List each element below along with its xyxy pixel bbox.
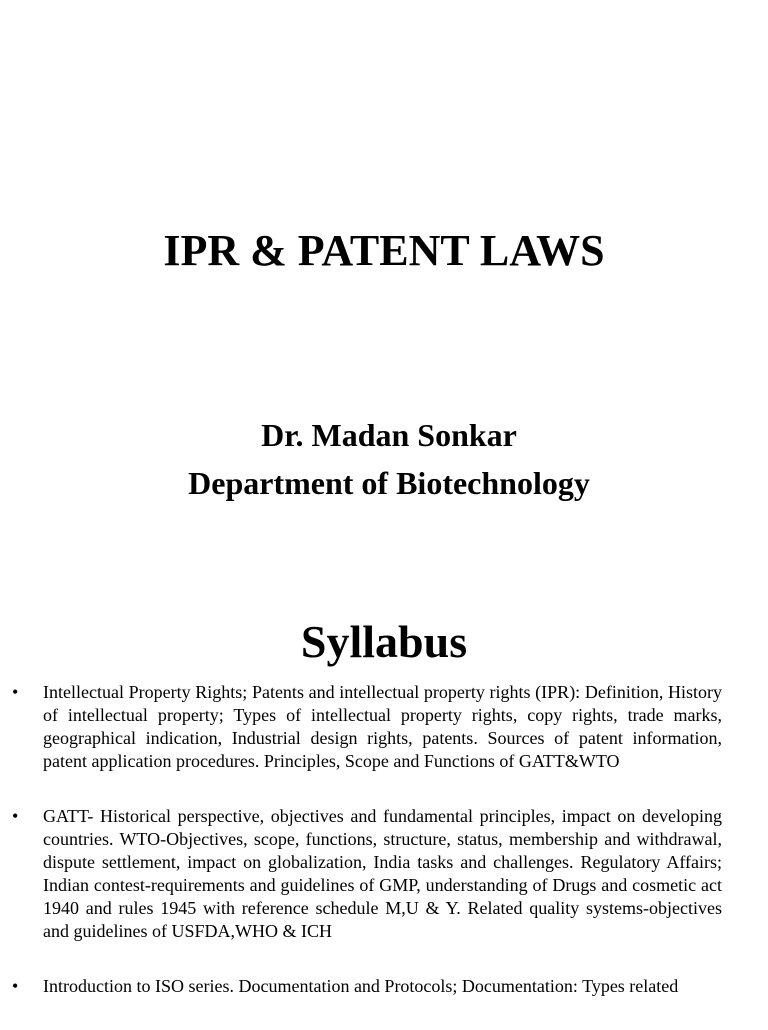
syllabus-item-text: GATT- Historical perspective, objectives and fundamental principles, impact on developing countries. WTO-Objectives, scope, functions, structure, status, membership and withdrawal, dispute settlement, impact on globalization, India tasks and challenges. Regulatory Affairs; Indian contest-requirements and guidelines of GMP, understanding of Drugs and cosmetic act 1940 and rules 1945 with reference schedule M,U & Y. Related quality systems-objectives and guidelines of USFDA,WHO & ICH [43,806,722,941]
author-block [0,411,768,507]
syllabus-item [0,805,768,943]
syllabus-list [0,681,768,1030]
bullet-icon: • [12,682,19,702]
author-department: Department of Biotechnology [188,465,590,501]
bullet-icon: • [12,976,19,996]
syllabus-item [0,975,768,998]
syllabus-heading: Syllabus [300,616,468,667]
syllabus-item [0,681,768,773]
syllabus-item-text: Intellectual Property Rights; Patents and intellectual property rights (IPR): Definition, History of intellectual property; Types of intellectual property rights, copy rights, trade marks, geographical indication, Industrial design rights, patents. Sources of patent information, patent application procedures. Principles, Scope and Functions of GATT&WTO [43,682,722,771]
bullet-icon: • [12,806,19,826]
syllabus-item-text: Introduction to ISO series. Documentation and Protocols; Documentation: Types related [43,976,679,996]
slide-title: IPR & PATENT LAWS [163,226,605,275]
author-name: Dr. Madan Sonkar [261,417,517,453]
